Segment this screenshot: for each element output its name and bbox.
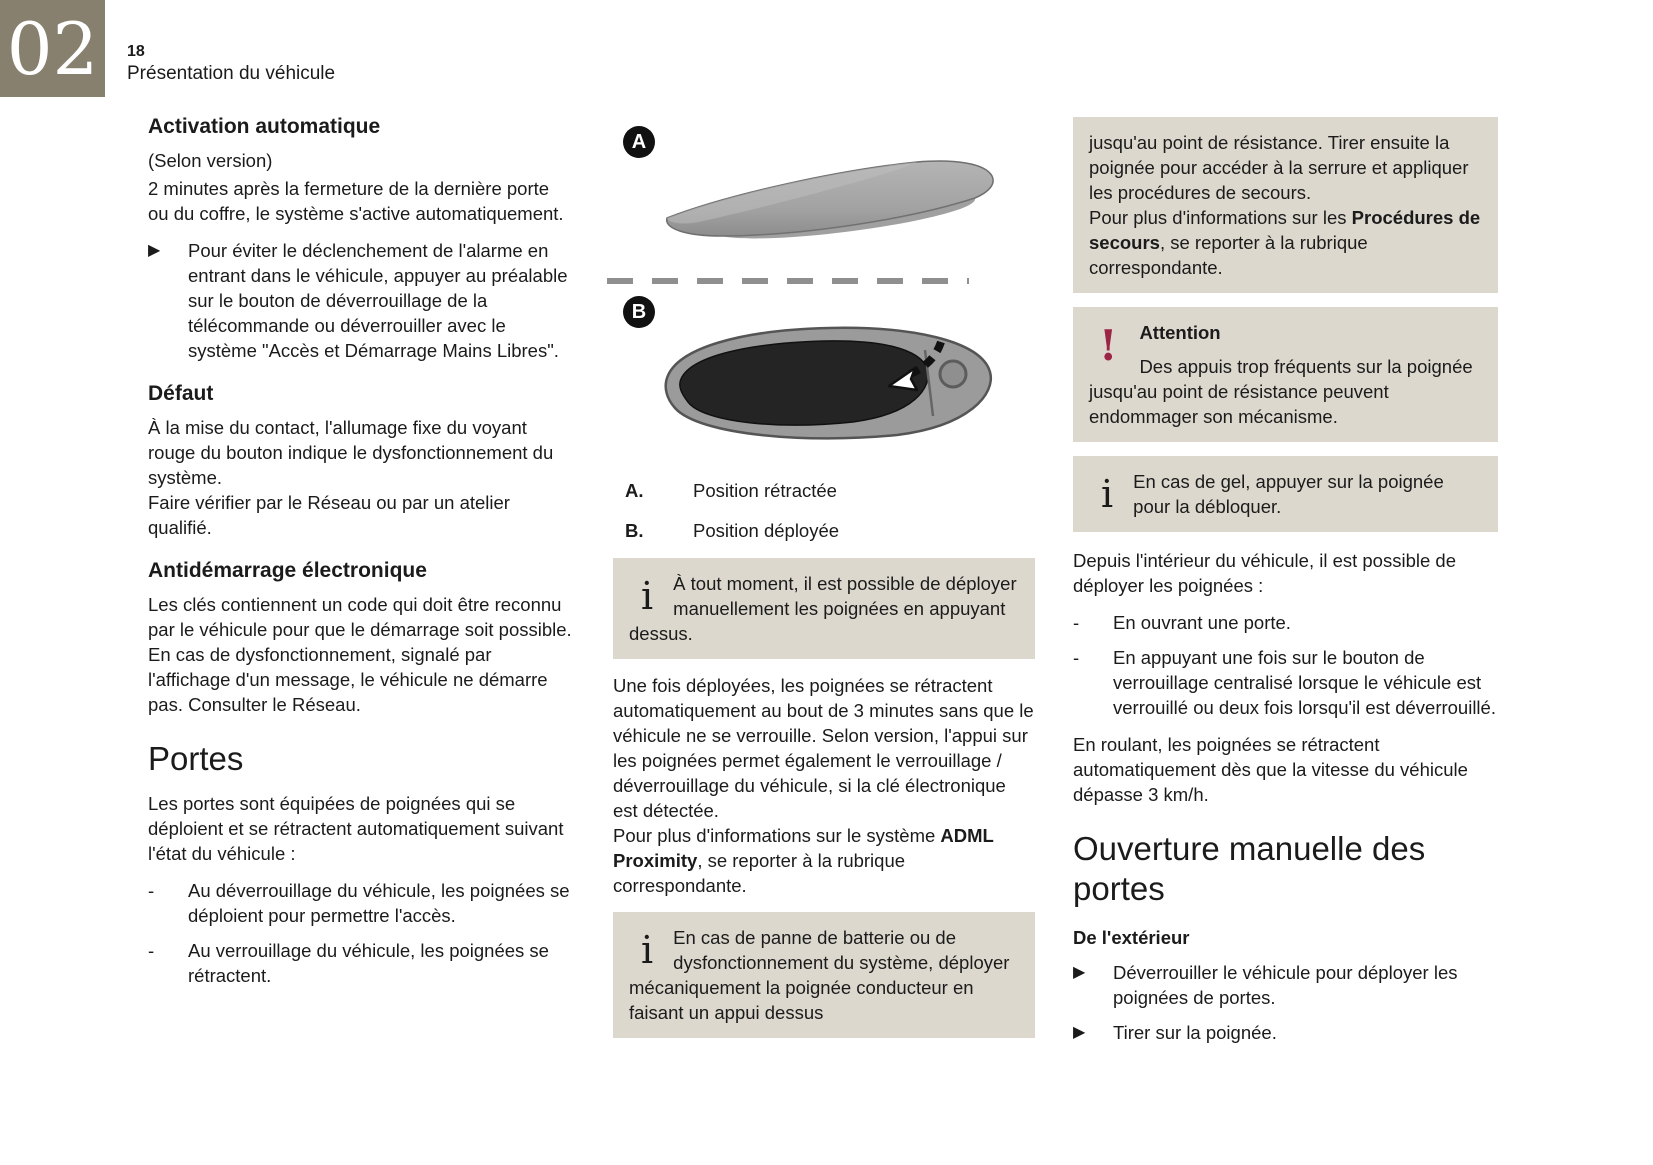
action-item-alarm [148,238,572,363]
chapter-tab [0,0,105,97]
arrow-bullet-icon: ▶ [148,242,161,259]
action-item-pull-handle [1073,1020,1498,1045]
column-right [1073,112,1498,1055]
paragraph-portes-intro: Les portes sont équipées de poignées qui se déploient et se rétractent automatiquement suivant l'état du véhicule : [148,793,564,864]
info-box-battery-failure-text: En cas de panne de batterie ou de dysfonctionnement du système, déployer mécaniquement la poignée conducteur en faisant un appui dessus [629,927,1010,1023]
info-box-manual-deploy [613,558,1035,659]
list-item-deverrouillage [148,878,572,928]
legend-row-a [625,478,1035,503]
warning-exclamation-icon: ! [1099,321,1118,370]
door-handle-deployed-illustration [657,316,1001,448]
figure-legend [613,478,1035,543]
info-box-battery-failure [613,912,1035,1038]
attention-box [1073,307,1498,442]
paragraph-interior-intro: Depuis l'intérieur du véhicule, il est possible de déployer les poignées : [1073,550,1456,596]
info-box-continuation-text-1: jusqu'au point de résistance. Tirer ensuite la poignée pour accéder à la serrure et appliquer les procédures de secours. [1089,132,1469,203]
paragraph-activation-delay: 2 minutes après la fermeture de la dernière porte ou du coffre, le système s'active automatiquement. [148,178,564,224]
info-icon: i [1101,472,1114,516]
chapter-number: 02 [6,6,99,91]
list-item-central-locking-text: En appuyant une fois sur le bouton de verrouillage centralisé lorsque le véhicule est verrouillé ou deux fois lorsqu'il est déverrouillé. [1113,647,1496,718]
action-item-alarm-text: Pour éviter le déclenchement de l'alarme en entrant dans le véhicule, appuyer au préalable sur le bouton de déverrouillage de la télécommande ou déverrouiller avec le système "Accès et Démarrage Mains Libres". [188,240,568,361]
heading-portes: Portes [148,740,244,777]
heading-antidemarrage: Antidémarrage électronique [148,559,427,582]
paragraph-retract-3min: Une fois déployées, les poignées se rétractent automatiquement au bout de 3 minutes sans que le véhicule ne se verrouille. Selon version, l'appui sur les poignées permet également le verrouillage / déverrouillage du véhicule, si la clé électronique est détectée. [613,675,1034,821]
legend-key-b: B. [625,520,644,541]
paragraph-selon-version: (Selon version) [148,150,273,171]
legend-text-b: Position déployée [693,520,840,541]
label-a-text: A [631,130,647,153]
legend-row-b [625,518,1035,543]
info-box-manual-deploy-text: À tout moment, il est possible de déployer manuellement les poignées en appuyant dessus. [629,573,1017,644]
column-left [148,112,572,998]
info-box-continuation-text-2: Pour plus d'informations sur les Procédures de secours, se reporter à la rubrique correspondante. [1089,207,1481,278]
paragraph-antidemarrage-1: Les clés contiennent un code qui doit être reconnu par le véhicule pour que le démarrage soit possible. [148,594,572,640]
list-item-opening-door-text: En ouvrant une porte. [1113,612,1291,633]
label-b-text: B [631,300,647,323]
list-item-verrouillage-text: Au verrouillage du véhicule, les poignées se rétractent. [188,940,549,986]
column-middle [613,112,1035,1052]
dash-bullet-icon: - [148,940,155,961]
paragraph-rolling-retract: En roulant, les poignées se rétractent automatiquement dès que la vitesse du véhicule dépasse 3 km/h. [1073,734,1468,805]
action-item-unlock-vehicle [1073,960,1498,1010]
paragraph-defaut-1: À la mise du contact, l'allumage fixe du voyant rouge du bouton indique le dysfonctionnement du système. [148,417,554,488]
list-item-verrouillage [148,938,572,988]
label-a-badge [623,126,655,158]
info-icon: i [641,574,654,618]
arrow-bullet-icon: ▶ [1073,1024,1086,1041]
paragraph-defaut-2: Faire vérifier par le Réseau ou par un atelier qualifié. [148,492,510,538]
paragraph-antidemarrage-2: En cas de dysfonctionnement, signalé par l'affichage d'un message, le véhicule ne démarre pas. Consulter le Réseau. [148,644,548,715]
page-number: 18 [127,43,145,60]
action-item-unlock-vehicle-text: Déverrouiller le véhicule pour déployer les poignées de portes. [1113,962,1458,1008]
heading-ouverture-manuelle: Ouverture manuelle des portes [1073,830,1426,907]
dash-bullet-icon: - [148,880,155,901]
dashed-divider [607,278,969,284]
info-box-gel-text: En cas de gel, appuyer sur la poignée pour la débloquer. [1133,471,1444,517]
page-title: Présentation du véhicule [127,63,336,84]
heading-de-exterieur: De l'extérieur [1073,927,1190,948]
attention-body: Des appuis trop fréquents sur la poignée jusqu'au point de résistance peuvent endommager son mécanisme. [1089,356,1473,427]
dash-bullet-icon: - [1073,612,1080,633]
legend-text-a: Position rétractée [693,480,837,501]
list-item-deverrouillage-text: Au déverrouillage du véhicule, les poignées se déploient pour permettre l'accès. [188,880,570,926]
list-item-opening-door [1073,610,1498,635]
dash-bullet-icon: - [1073,647,1080,668]
door-handle-retracted-illustration [659,146,1001,258]
heading-defaut: Défaut [148,382,214,405]
action-item-pull-handle-text: Tirer sur la poignée. [1113,1022,1277,1043]
legend-key-a: A. [625,480,644,501]
info-icon: i [641,928,654,972]
page-header [127,42,335,86]
paragraph-adml-proximity: Pour plus d'informations sur le système ADML Proximity, se reporter à la rubrique correspondante. [613,825,994,896]
door-handle-figure [613,112,1035,464]
label-b-badge [623,296,655,328]
arrow-bullet-icon: ▶ [1073,964,1086,981]
heading-activation-automatique: Activation automatique [148,115,381,138]
info-box-continuation [1073,117,1498,293]
attention-title: Attention [1139,322,1221,343]
list-item-central-locking [1073,645,1498,720]
info-box-gel [1073,456,1498,532]
